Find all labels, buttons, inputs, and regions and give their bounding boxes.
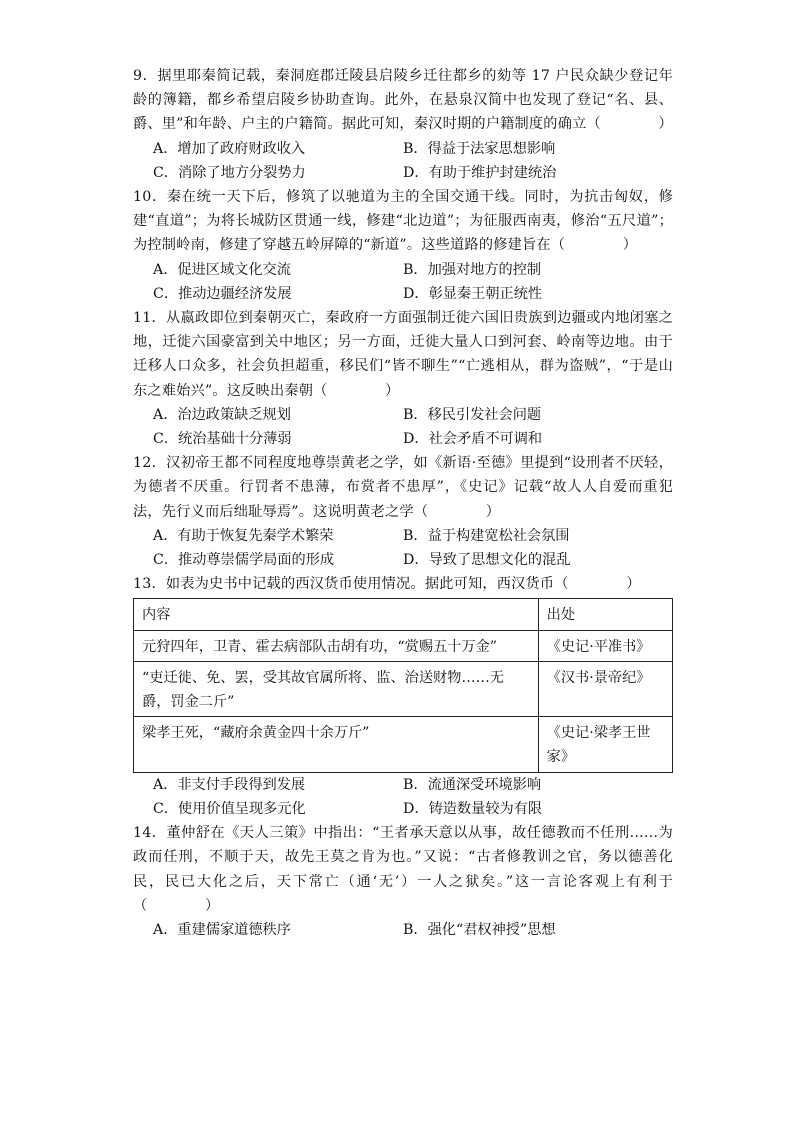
source-table: [133, 598, 673, 772]
exam-page: [133, 64, 673, 942]
question-stem: 11．从嬴政即位到秦朝灭亡，秦政府一方面强制迁徙六国旧贵族到边疆或内地闭塞之地，迁徙六国豪富到关中地区；另一方面，迁徙大量人口到河套、岭南等边地。由于迁移人口众多，社会负担超重，移民们“皆不聊生”“亡逃相从，群为盗贼”，“于是山东之难始兴”。这反映出秦朝（ ）: [133, 310, 673, 399]
option-b: B．强化“君权神授”思想: [403, 921, 556, 938]
question-12: [133, 451, 673, 572]
question-stem: 9．据里耶秦简记载，秦洞庭郡迁陵县启陵乡迁往都乡的劾等 17 户民众缺少登记年龄的簿籍，都乡希望启陵乡协助查询。此外，在悬泉汉简中也发现了登记“名、县、爵、里”和年龄、户主的户籍简。据此可知，秦汉时期的户籍制度的确立（ ）: [133, 68, 673, 133]
table-header-source: 出处: [538, 599, 672, 630]
option-a: A．有助于恢复先秦学术繁荣: [153, 527, 334, 544]
table-row: [134, 717, 673, 772]
table-cell-content: “吏迁徙、免、罢，受其故官属所将、监、治送财物……无爵，罚金二斤”: [134, 661, 539, 716]
table-cell-content: 梁孝王死，“藏府余黄金四十余万斤”: [134, 717, 539, 772]
options-grid: [153, 918, 673, 942]
option-d: D．有助于维护封建统治: [403, 164, 557, 181]
options-grid: [153, 773, 673, 821]
option-a: A．治边政策缺乏规划: [153, 406, 291, 423]
table-cell-content: 元狩四年，卫青、霍去病部队击胡有功，“赏赐五十万金”: [134, 630, 539, 661]
option-a: A．增加了政府财政收入: [153, 140, 306, 157]
table-header-row: [134, 599, 673, 630]
question-14: [133, 821, 673, 942]
options-grid: [153, 524, 673, 572]
table-header-content: 内容: [134, 599, 539, 630]
table-cell-source: 《史记·平准书》: [538, 630, 672, 661]
table-cell-source: 《汉书·景帝纪》: [538, 661, 672, 716]
options-grid: [153, 258, 673, 306]
question-11: [133, 306, 673, 451]
option-c: C．消除了地方分裂势力: [153, 164, 306, 181]
question-stem: 14．董仲舒在《天人三策》中指出：“王者承天意以从事，故任德教而不任刑……为政而任刑，不顺于天，故先王莫之肯为也。”又说：“古者修教训之官，务以德善化民，民已大化之后，天下常亡（通‘无’）一人之狱矣。”这一言论客观上有利于（ ）: [133, 825, 673, 914]
option-d: D．导致了思想文化的混乱: [403, 552, 571, 569]
question-9: [133, 64, 673, 185]
option-c: C．推动尊崇儒学局面的形成: [153, 552, 335, 569]
question-stem: 12．汉初帝王都不同程度地尊崇黄老之学，如《新语·至德》里提到“设刑者不厌轻，为德者不厌重。行罚者不患薄，布赏者不患厚”，《史记》记载“故人人自爱而重犯法，先行义而后绌耻辱焉”。这说明黄老之学（ ）: [133, 455, 673, 520]
option-a: A．非支付手段得到发展: [153, 776, 306, 793]
option-d: D．铸造数量较为有限: [403, 800, 543, 817]
option-b: B．益于构建宽松社会氛围: [403, 527, 570, 544]
option-b: B．得益于法家思想影响: [403, 140, 556, 157]
question-10: [133, 185, 673, 306]
option-a: A．重建儒家道德秩序: [153, 921, 291, 938]
option-a: A．促进区域文化交流: [153, 261, 291, 278]
option-c: C．使用价值呈现多元化: [153, 800, 306, 817]
question-13: [133, 572, 673, 821]
option-c: C．统治基础十分薄弱: [153, 431, 292, 448]
option-b: B．流通深受环境影响: [403, 776, 542, 793]
question-stem: 10．秦在统一天下后，修筑了以驰道为主的全国交通干线。同时，为抗击匈奴，修建“直道”；为将长城防区贯通一线，修建“北边道”；为征服西南夷，修治“五尺道”；为控制岭南，修建了穿越五岭屏障的“新道”。这些道路的修建旨在（ ）: [133, 189, 673, 254]
table-cell-source: 《史记·梁孝王世家》: [538, 717, 672, 772]
options-grid: [153, 137, 673, 185]
option-b: B．加强对地方的控制: [403, 261, 542, 278]
option-b: B．移民引发社会问题: [403, 406, 542, 423]
table-row: [134, 661, 673, 716]
table-row: [134, 630, 673, 661]
option-d: D．社会矛盾不可调和: [403, 431, 543, 448]
options-grid: [153, 403, 673, 451]
option-c: C．推动边疆经济发展: [153, 285, 292, 302]
question-stem: 13．如表为史书中记载的西汉货币使用情况。据此可知，西汉货币（ ）: [133, 576, 641, 593]
option-d: D．彰显秦王朝正统性: [403, 285, 543, 302]
